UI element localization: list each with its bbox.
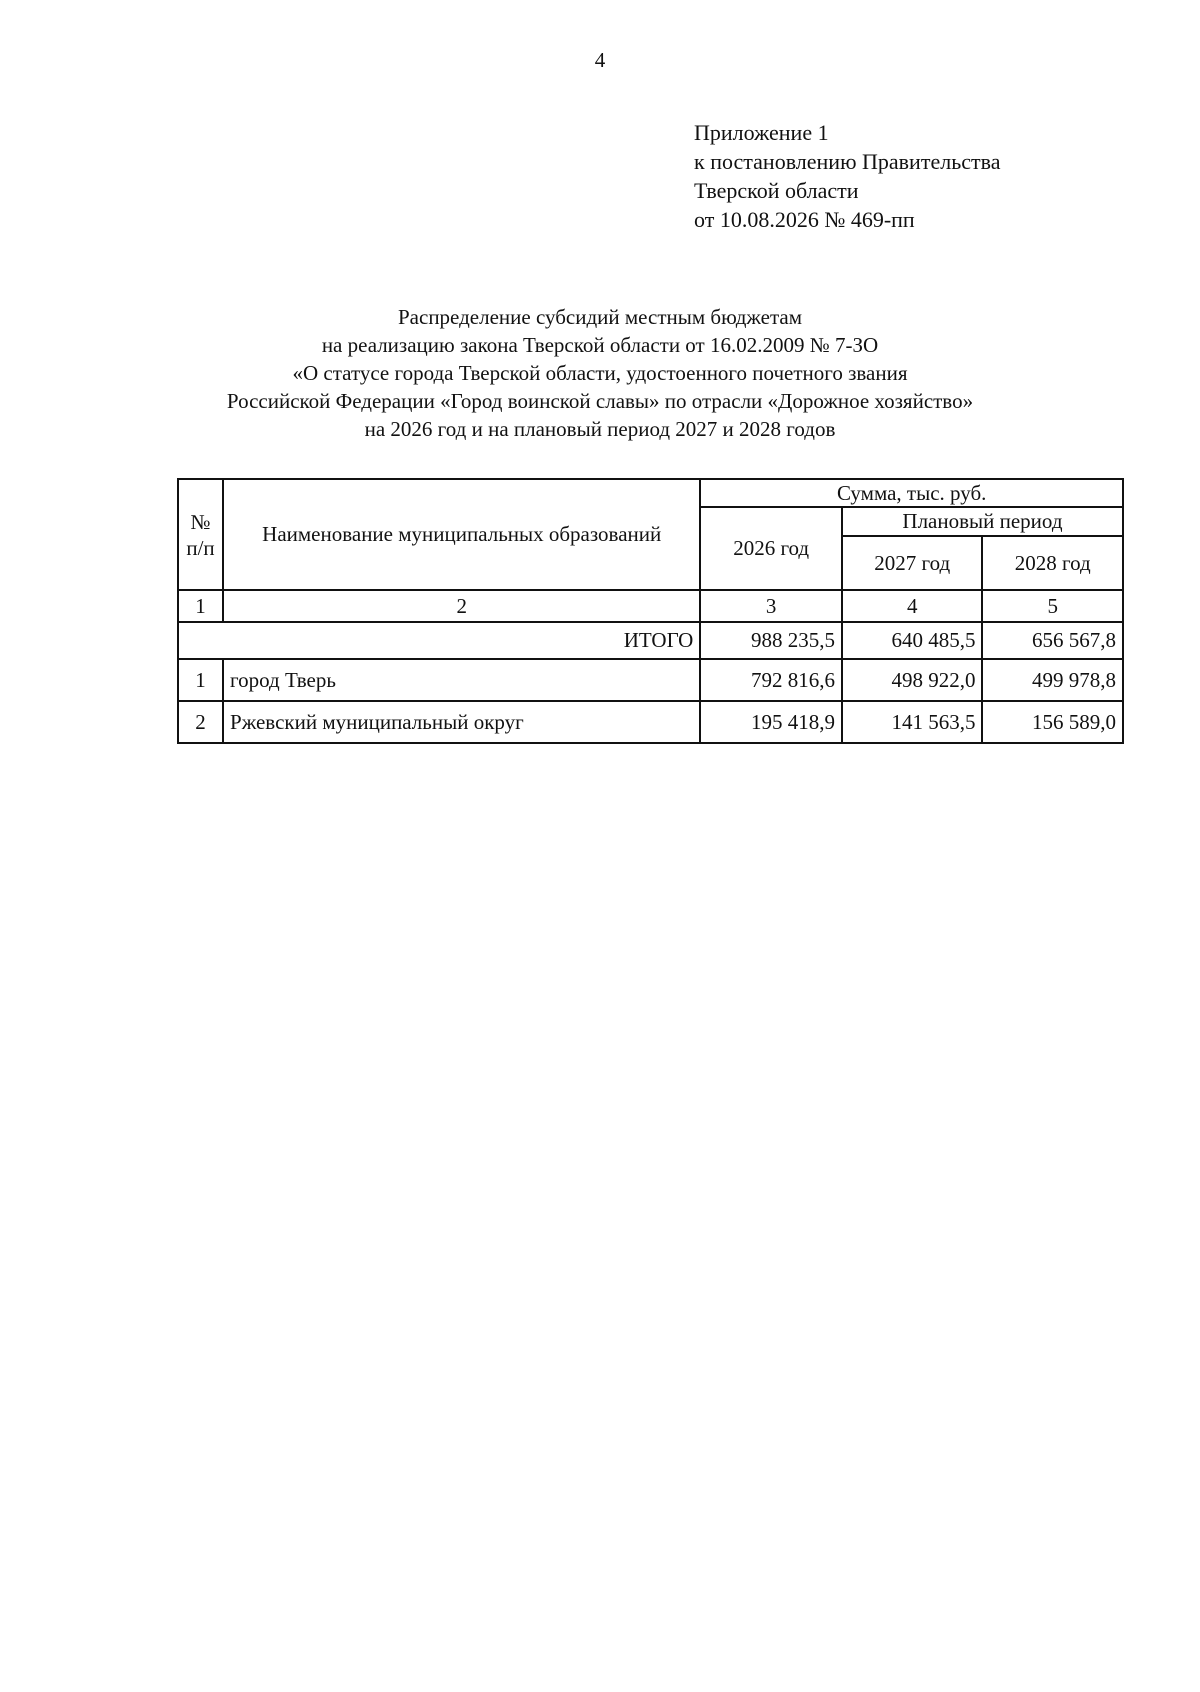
title-line: Распределение субсидий местным бюджетам [398,305,802,329]
row-2027: 498 922,0 [842,659,983,701]
header-year-2026: 2026 год [700,507,842,590]
header-sum: Сумма, тыс. руб. [700,479,1123,507]
appendix-line: Тверской области [694,178,859,203]
column-index: 2 [223,590,700,622]
appendix-block [694,118,1000,234]
row-2028: 499 978,8 [982,659,1123,701]
title-line: на реализацию закона Тверской области от 16.02.2009 № 7-ЗО [321,333,879,357]
row-num: 2 [178,701,223,743]
row-2028: 156 589,0 [982,701,1123,743]
table-row [178,701,1123,743]
total-2027: 640 485,5 [842,622,983,659]
total-row [178,622,1123,659]
header-num-label: № [190,509,211,534]
header-planned-period: Плановый период [842,507,1123,536]
appendix-line: от 10.08.2026 № 469-пп [694,207,915,232]
header-name: Наименование муниципальных образований [223,479,700,590]
document-title [0,303,1200,443]
subsidy-table [177,478,1124,744]
title-line: Российской Федерации «Город воинской славы» по отрасли «Дорожное хозяйство» [226,389,974,413]
row-name: город Тверь [223,659,700,701]
row-name: Ржевский муниципальный округ [223,701,700,743]
total-2026: 988 235,5 [700,622,842,659]
row-2027: 141 563,5 [842,701,983,743]
row-2026: 195 418,9 [700,701,842,743]
table-row [178,659,1123,701]
header-year-2027: 2027 год [842,536,983,590]
header-year-2028: 2028 год [982,536,1123,590]
total-label: ИТОГО [178,622,700,659]
row-2026: 792 816,6 [700,659,842,701]
column-index: 4 [842,590,983,622]
column-index: 3 [700,590,842,622]
page-number: 4 [594,48,606,72]
header-num [178,479,223,590]
column-index: 1 [178,590,223,622]
title-line: на 2026 год и на плановый период 2027 и 2028 годов [364,417,836,441]
appendix-line: к постановлению Правительства [694,149,1001,174]
header-num-sub: п/п [186,535,215,560]
title-line: «О статусе города Тверской области, удостоенного почетного звания [292,361,908,385]
row-num: 1 [178,659,223,701]
appendix-line: Приложение 1 [694,120,829,145]
table-header-row [178,479,1123,507]
total-2028: 656 567,8 [982,622,1123,659]
column-index: 5 [982,590,1123,622]
column-index-row [178,590,1123,622]
